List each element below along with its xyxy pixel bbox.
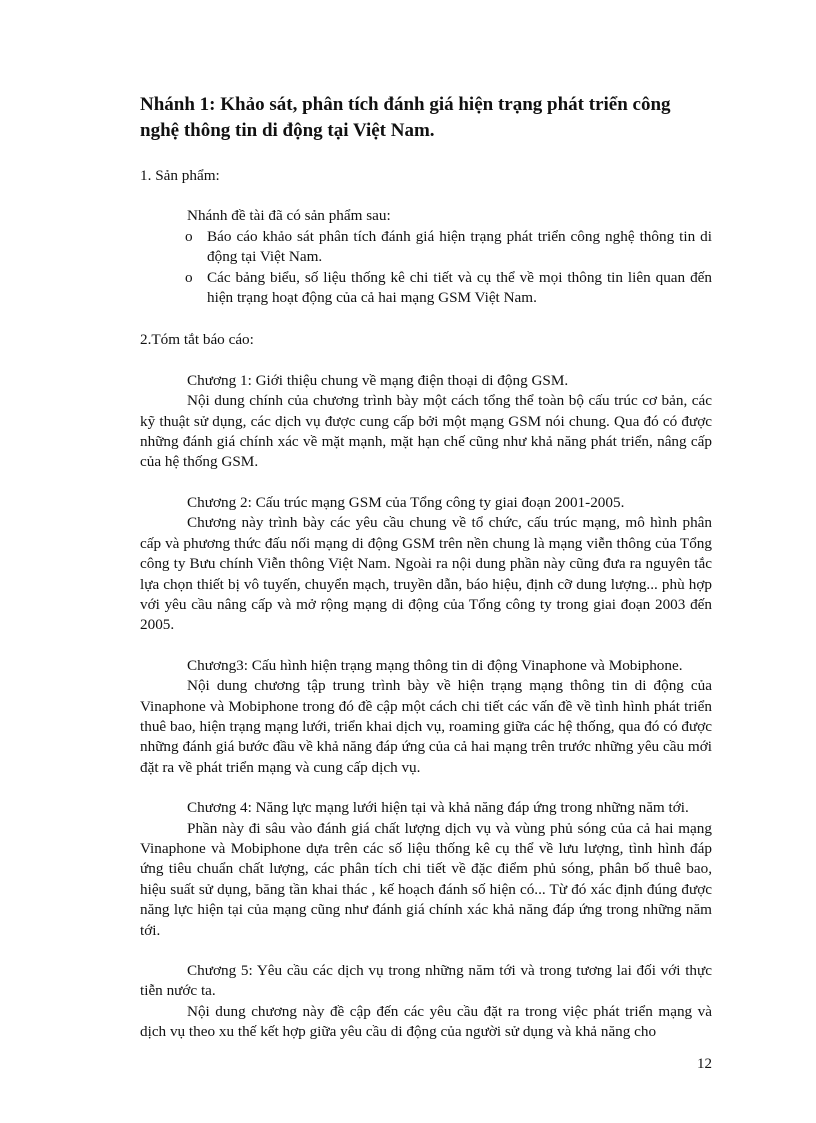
section-heading: Nhánh 1: Khảo sát, phân tích đánh giá hiện trạng phát triển công nghệ thông tin di động tại Việt Nam. [140, 94, 671, 141]
chapter-3 [140, 656, 712, 778]
circle-bullet-icon: o [185, 268, 193, 286]
list-item-text: Báo cáo khảo sát phân tích đánh giá hiện trạng phát triển công nghệ thông tin di động tại Việt Nam. [207, 227, 712, 266]
chapter-body: Nội dung chương tập trung trình bày về hiện trạng mạng thông tin di động của Vinaphone và Mobiphone trong đó đề cập một cách chi tiết các vấn đề về tình hình phát triển thuê bao, hiện trạng mạng lưới, triển khai dịch vụ, roaming giữa các hệ thống, qua đó có được những đánh giá bước đầu về khả năng đáp ứng của cả hai mạng trên trước những yêu cầu mới đặt ra về phát triển mạng và cung cấp dịch vụ. [140, 677, 712, 776]
list-item [185, 227, 712, 268]
page-content [140, 92, 712, 1043]
chapter-5 [140, 961, 712, 1043]
chapter-4 [140, 798, 712, 941]
chapter-body: Chương này trình bày các yêu cầu chung về tổ chức, cấu trúc mạng, mô hình phân cấp và phương thức đấu nối mạng di động GSM trên nền chung là mạng viễn thông của Tổng công ty Bưu chính Viễn thông Việt Nam. Ngoài ra nội dung phần này cũng đưa ra nguyên tắc lựa chọn thiết bị vô tuyến, chuyển mạch, truyền dẫn, báo hiệu, định cỡ dung lượng... phù hợp với yêu cầu nâng cấp và mở rộng mạng di động của Tổng công ty trong giai đoạn 2003 đến 2005. [140, 514, 712, 634]
chapter-body: Nội dung chính của chương trình bày một cách tổng thể toàn bộ cấu trúc cơ bản, các kỹ thuật sử dụng, các dịch vụ được cung cấp bởi một mạng GSM nói chung. Qua đó có được những đánh giá chính xác về mặt mạnh, mặt hạn chế cũng như khả năng phát triển, nâng cấp của hệ thống GSM. [140, 392, 712, 471]
section-1-title: 1. Sản phẩm: [140, 167, 220, 184]
chapter-title: Chương 1: Giới thiệu chung về mạng điện thoại di động GSM. [187, 371, 569, 389]
chapter-1 [140, 371, 712, 473]
page-number: 12 [697, 1056, 712, 1072]
chapter-title: Chương 2: Cấu trúc mạng GSM của Tổng công ty giai đoạn 2001-2005. [187, 493, 625, 511]
chapter-body: Nội dung chương này đề cập đến các yêu cầu đặt ra trong việc phát triển mạng và dịch vụ theo xu thế kết hợp giữa yêu cầu di động của người sử dụng và khả năng cho [140, 1002, 712, 1041]
section-2-title: 2.Tóm tắt báo cáo: [140, 331, 254, 349]
section-1-intro: Nhánh đề tài đã có sản phẩm sau: [187, 207, 391, 225]
chapter-title: Chương 4: Năng lực mạng lưới hiện tại và khả năng đáp ứng trong những năm tới. [187, 799, 689, 817]
product-list [140, 227, 712, 309]
list-item [185, 268, 712, 309]
chapter-body: Phần này đi sâu vào đánh giá chất lượng dịch vụ và vùng phủ sóng của cả hai mạng Vinaphone và Mobiphone dựa trên các số liệu thống kê cụ thể về lưu lượng, tình hình đáp ứng tiêu chuẩn chất lượng, các phân tích chi tiết về đặc điểm phủ sóng, phân bố thuê bao, hiệu suất sử dụng, băng tần khai thác , kế hoạch đánh số hiện có... Từ đó xác định đúng được năng lực hiện tại của mạng cũng như đánh giá chính xác khả năng đáp ứng trong những năm tới. [140, 819, 712, 939]
chapter-title: Chương 5: Yêu cầu các dịch vụ trong những năm tới và trong tương lai đối với thực tiễn nước ta. [140, 962, 712, 1000]
list-item-text: Các bảng biểu, số liệu thống kê chi tiết và cụ thể về mọi thông tin liên quan đến hiện trạng hoạt động của cả hai mạng GSM Việt Nam. [207, 268, 712, 307]
circle-bullet-icon: o [185, 227, 193, 245]
chapter-title: Chương3: Cấu hình hiện trạng mạng thông tin di động Vinaphone và Mobiphone. [187, 656, 683, 674]
chapter-2 [140, 493, 712, 636]
